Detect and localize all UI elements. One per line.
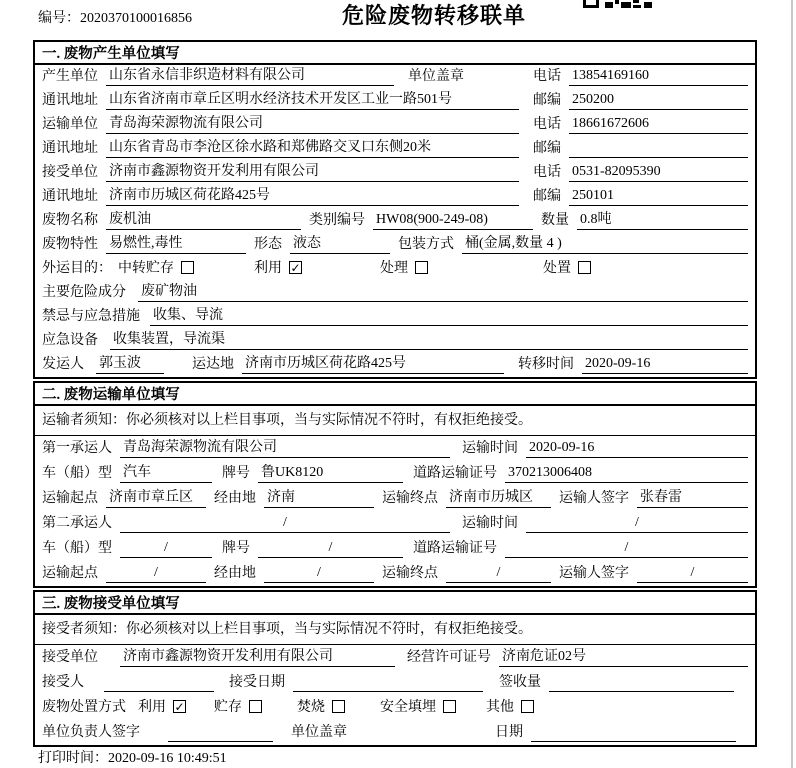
receiver-address-label: 通讯地址 [42,188,98,204]
row-waste-name [35,209,755,233]
waste-name-value: 废机油 [106,211,301,230]
origin-label: 运输起点 [42,490,98,506]
producer-address-label: 通讯地址 [42,92,98,108]
option-utilize [254,260,302,278]
receiver-zip-label: 邮编 [533,188,561,204]
date-label: 日期 [495,724,523,740]
destination-value: 济南市历城区荷花路425号 [242,355,504,374]
vehicle-type-label: 车（船）型 [42,540,112,556]
section1-title: 一. 废物产生单位填写 [35,42,755,65]
carrier-sign-label: 运输人签字 [559,490,629,506]
checkbox-store [249,700,262,713]
transport-phone-label: 电话 [533,116,561,132]
row-responsible-sign [35,720,755,745]
via-label: 经由地 [214,565,256,581]
waste-character-label: 废物特性 [42,236,98,252]
waste-character-value: 易燃性,毒性 [106,235,246,254]
origin-value: / [106,564,206,583]
first-carrier-label: 第一承运人 [42,440,112,456]
receiving-date-value [293,691,483,692]
transport-time-value: 2020-09-16 [526,439,748,458]
section-transporter [33,381,757,588]
row-vehicle-2 [35,536,755,561]
vehicle-type-value: 汽车 [120,464,212,483]
terminus-label: 运输终点 [382,490,438,506]
option-label: 利用 [138,699,166,715]
second-carrier-label: 第二承运人 [42,515,112,531]
section2-title: 二. 废物运输单位填写 [35,383,755,406]
zip-group [533,187,748,206]
qr-code-fragment [583,0,653,10]
license-label: 经营许可证号 [407,649,491,665]
receiver-unit-value: 济南市鑫源物资开发利用有限公司 [106,163,519,182]
section-producer [33,40,757,379]
quantity-value: 0.8吨 [577,211,748,230]
transport-unit-value: 青岛海荣源物流有限公司 [106,115,519,134]
plate-label: 牌号 [222,540,250,556]
second-carrier-value: / [120,514,450,533]
unit-seal-label: 单位盖章 [408,68,464,84]
transport-address-label: 通讯地址 [42,140,98,156]
origin-label: 运输起点 [42,565,98,581]
first-carrier-value: 青岛海荣源物流有限公司 [120,439,450,458]
packing-label: 包装方式 [398,236,454,252]
carrier-sign-label: 运输人签字 [559,565,629,581]
terminus-label: 运输终点 [382,565,438,581]
transfer-time-value: 2020-09-16 [582,355,748,374]
checkbox-transfer-storage [181,261,194,274]
packing-value: 桶(金属,数量 4 ) [462,235,748,254]
producer-phone-label: 电话 [533,68,561,84]
row-emergency-measures [35,305,755,329]
row-transport-address [35,137,755,161]
producer-phone-value: 13854169160 [569,67,748,86]
option-label: 其他 [486,699,514,715]
waste-form-value: 液态 [290,235,390,254]
row-receiving-unit [35,645,755,670]
row-receiving-person [35,670,755,695]
road-permit-label: 道路运输证号 [413,465,497,481]
transport-time-label: 运输时间 [462,440,518,456]
page-edge-line [791,0,793,768]
phone-group [533,67,748,86]
checkbox-utilize: ✓ [174,699,185,714]
sender-value: 郭玉波 [96,355,164,374]
row-producer-address [35,89,755,113]
option-utilize [138,699,186,717]
receiving-date-label: 接受日期 [229,674,285,690]
receiver-phone-value: 0531-82095390 [569,163,748,182]
destination-label: 运达地 [192,356,234,372]
category-code-label: 类别编号 [309,212,365,228]
transport-zip-label: 邮编 [533,140,561,156]
checkbox-other [521,700,534,713]
section-receiver [33,590,757,747]
transport-time-label: 运输时间 [462,515,518,531]
date-value [531,741,736,742]
road-permit-value: 370213006408 [505,464,748,483]
option-store [214,699,262,717]
origin-value: 济南市章丘区 [106,489,206,508]
receiving-unit-value: 济南市鑫源物资开发利用有限公司 [120,648,395,667]
carrier-sign-value: 张春雷 [637,489,748,508]
producer-zip-label: 邮编 [533,92,561,108]
row-receiver-address [35,185,755,209]
print-time [38,750,227,768]
road-permit-label: 道路运输证号 [413,540,497,556]
option-treat [380,260,428,278]
checkbox-treat [415,261,428,274]
row-route-2 [35,561,755,586]
serial-number-value: 2020370100016856 [80,11,192,26]
page-title: 危险废物转移联单 [341,3,527,28]
row-emergency-equipment [35,329,755,353]
print-time-label: 打印时间： [38,751,108,766]
phone-group [533,115,748,134]
checkbox-landfill [443,700,456,713]
transport-phone-value: 18661672606 [569,115,748,134]
license-value: 济南危证02号 [499,648,748,667]
option-other [486,699,534,717]
row-transport-unit [35,113,755,137]
receiving-person-value [104,691,214,692]
plate-label: 牌号 [222,465,250,481]
transfer-form [33,40,757,749]
option-label: 处置 [543,260,571,276]
producer-zip-value: 250200 [569,91,748,110]
transport-unit-label: 运输单位 [42,116,98,132]
checkbox-incinerate [332,700,345,713]
waste-form-label: 形态 [254,236,282,252]
option-label: 利用 [254,260,282,276]
serial-number-label: 编号： [38,11,80,26]
transporter-notice: 运输者须知：你必须核对以上栏目事项，当与实际情况不符时，有权拒绝接受。 [35,406,755,436]
row-waste-character [35,233,755,257]
receiving-person-label: 接受人 [42,674,84,690]
via-value: / [264,564,374,583]
transfer-purpose-label: 外运目的： [42,260,112,276]
row-disposal-method [35,695,755,720]
print-time-value: 2020-09-16 10:49:51 [108,751,227,766]
option-incinerate [297,699,345,717]
option-label: 处理 [380,260,408,276]
hazard-component-value: 废矿物油 [138,283,748,302]
option-label: 安全填埋 [380,699,436,715]
responsible-sign-label: 单位负责人签字 [42,724,140,740]
row-vehicle-1 [35,461,755,486]
option-label: 焚烧 [297,699,325,715]
option-landfill [380,699,456,717]
transfer-time-label: 转移时间 [518,356,574,372]
receiver-phone-label: 电话 [533,164,561,180]
waste-name-label: 废物名称 [42,212,98,228]
row-transfer-purpose [35,257,755,281]
responsible-sign-value [168,741,273,742]
serial-number [38,10,192,28]
option-label: 中转贮存 [118,260,174,276]
producer-unit-label: 产生单位 [42,68,98,84]
receiver-unit-label: 接受单位 [42,164,98,180]
terminus-value: / [446,564,551,583]
sender-label: 发运人 [42,356,84,372]
unit-seal-label: 单位盖章 [291,724,347,740]
option-dispose [543,260,591,278]
receiver-notice: 接受者须知：你必须核对以上栏目事项，当与实际情况不符时，有权拒绝接受。 [35,615,755,645]
via-label: 经由地 [214,490,256,506]
producer-unit-value: 山东省永信非织造材料有限公司 [106,67,394,86]
emergency-equipment-label: 应急设备 [42,332,98,348]
hazard-component-label: 主要危险成分 [42,284,126,300]
receiver-address-value: 济南市历城区荷花路425号 [106,187,519,206]
phone-group [533,163,748,182]
plate-value: 鲁UK8120 [258,464,403,483]
section3-title: 三. 废物接受单位填写 [35,592,755,615]
row-route-1 [35,486,755,511]
row-sender [35,353,755,377]
checkbox-utilize: ✓ [290,260,301,275]
signed-quantity-label: 签收量 [499,674,541,690]
row-first-carrier [35,436,755,461]
transport-address-value: 山东省青岛市李沧区徐水路和郑佛路交叉口东侧20米 [106,139,519,158]
quantity-label: 数量 [541,212,569,228]
via-value: 济南 [264,489,374,508]
row-producer-unit [35,65,755,89]
zip-group [533,91,748,110]
row-receiver-unit [35,161,755,185]
receiving-unit-label: 接受单位 [42,649,98,665]
disposal-method-label: 废物处置方式 [42,699,126,715]
plate-value: / [258,539,403,558]
vehicle-type-label: 车（船）型 [42,465,112,481]
zip-group [533,140,748,158]
signed-quantity-value [549,691,734,692]
emergency-equipment-value: 收集装置，导流渠 [110,331,748,350]
row-second-carrier [35,511,755,536]
emergency-measures-label: 禁忌与应急措施 [42,308,140,324]
option-transfer-storage [118,260,194,278]
emergency-measures-value: 收集、导流 [150,307,748,326]
road-permit-value: / [505,539,748,558]
row-hazard-component [35,281,755,305]
transport-zip-value [569,157,748,158]
carrier-sign-value: / [637,564,748,583]
transport-time-value: / [526,514,748,533]
terminus-value: 济南市历城区 [446,489,551,508]
vehicle-type-value: / [120,539,212,558]
category-code-value: HW08(900-249-08) [373,211,533,230]
checkbox-dispose [578,261,591,274]
producer-address-value: 山东省济南市章丘区明水经济技术开发区工业一路501号 [106,91,519,110]
option-label: 贮存 [214,699,242,715]
receiver-zip-value: 250101 [569,187,748,206]
